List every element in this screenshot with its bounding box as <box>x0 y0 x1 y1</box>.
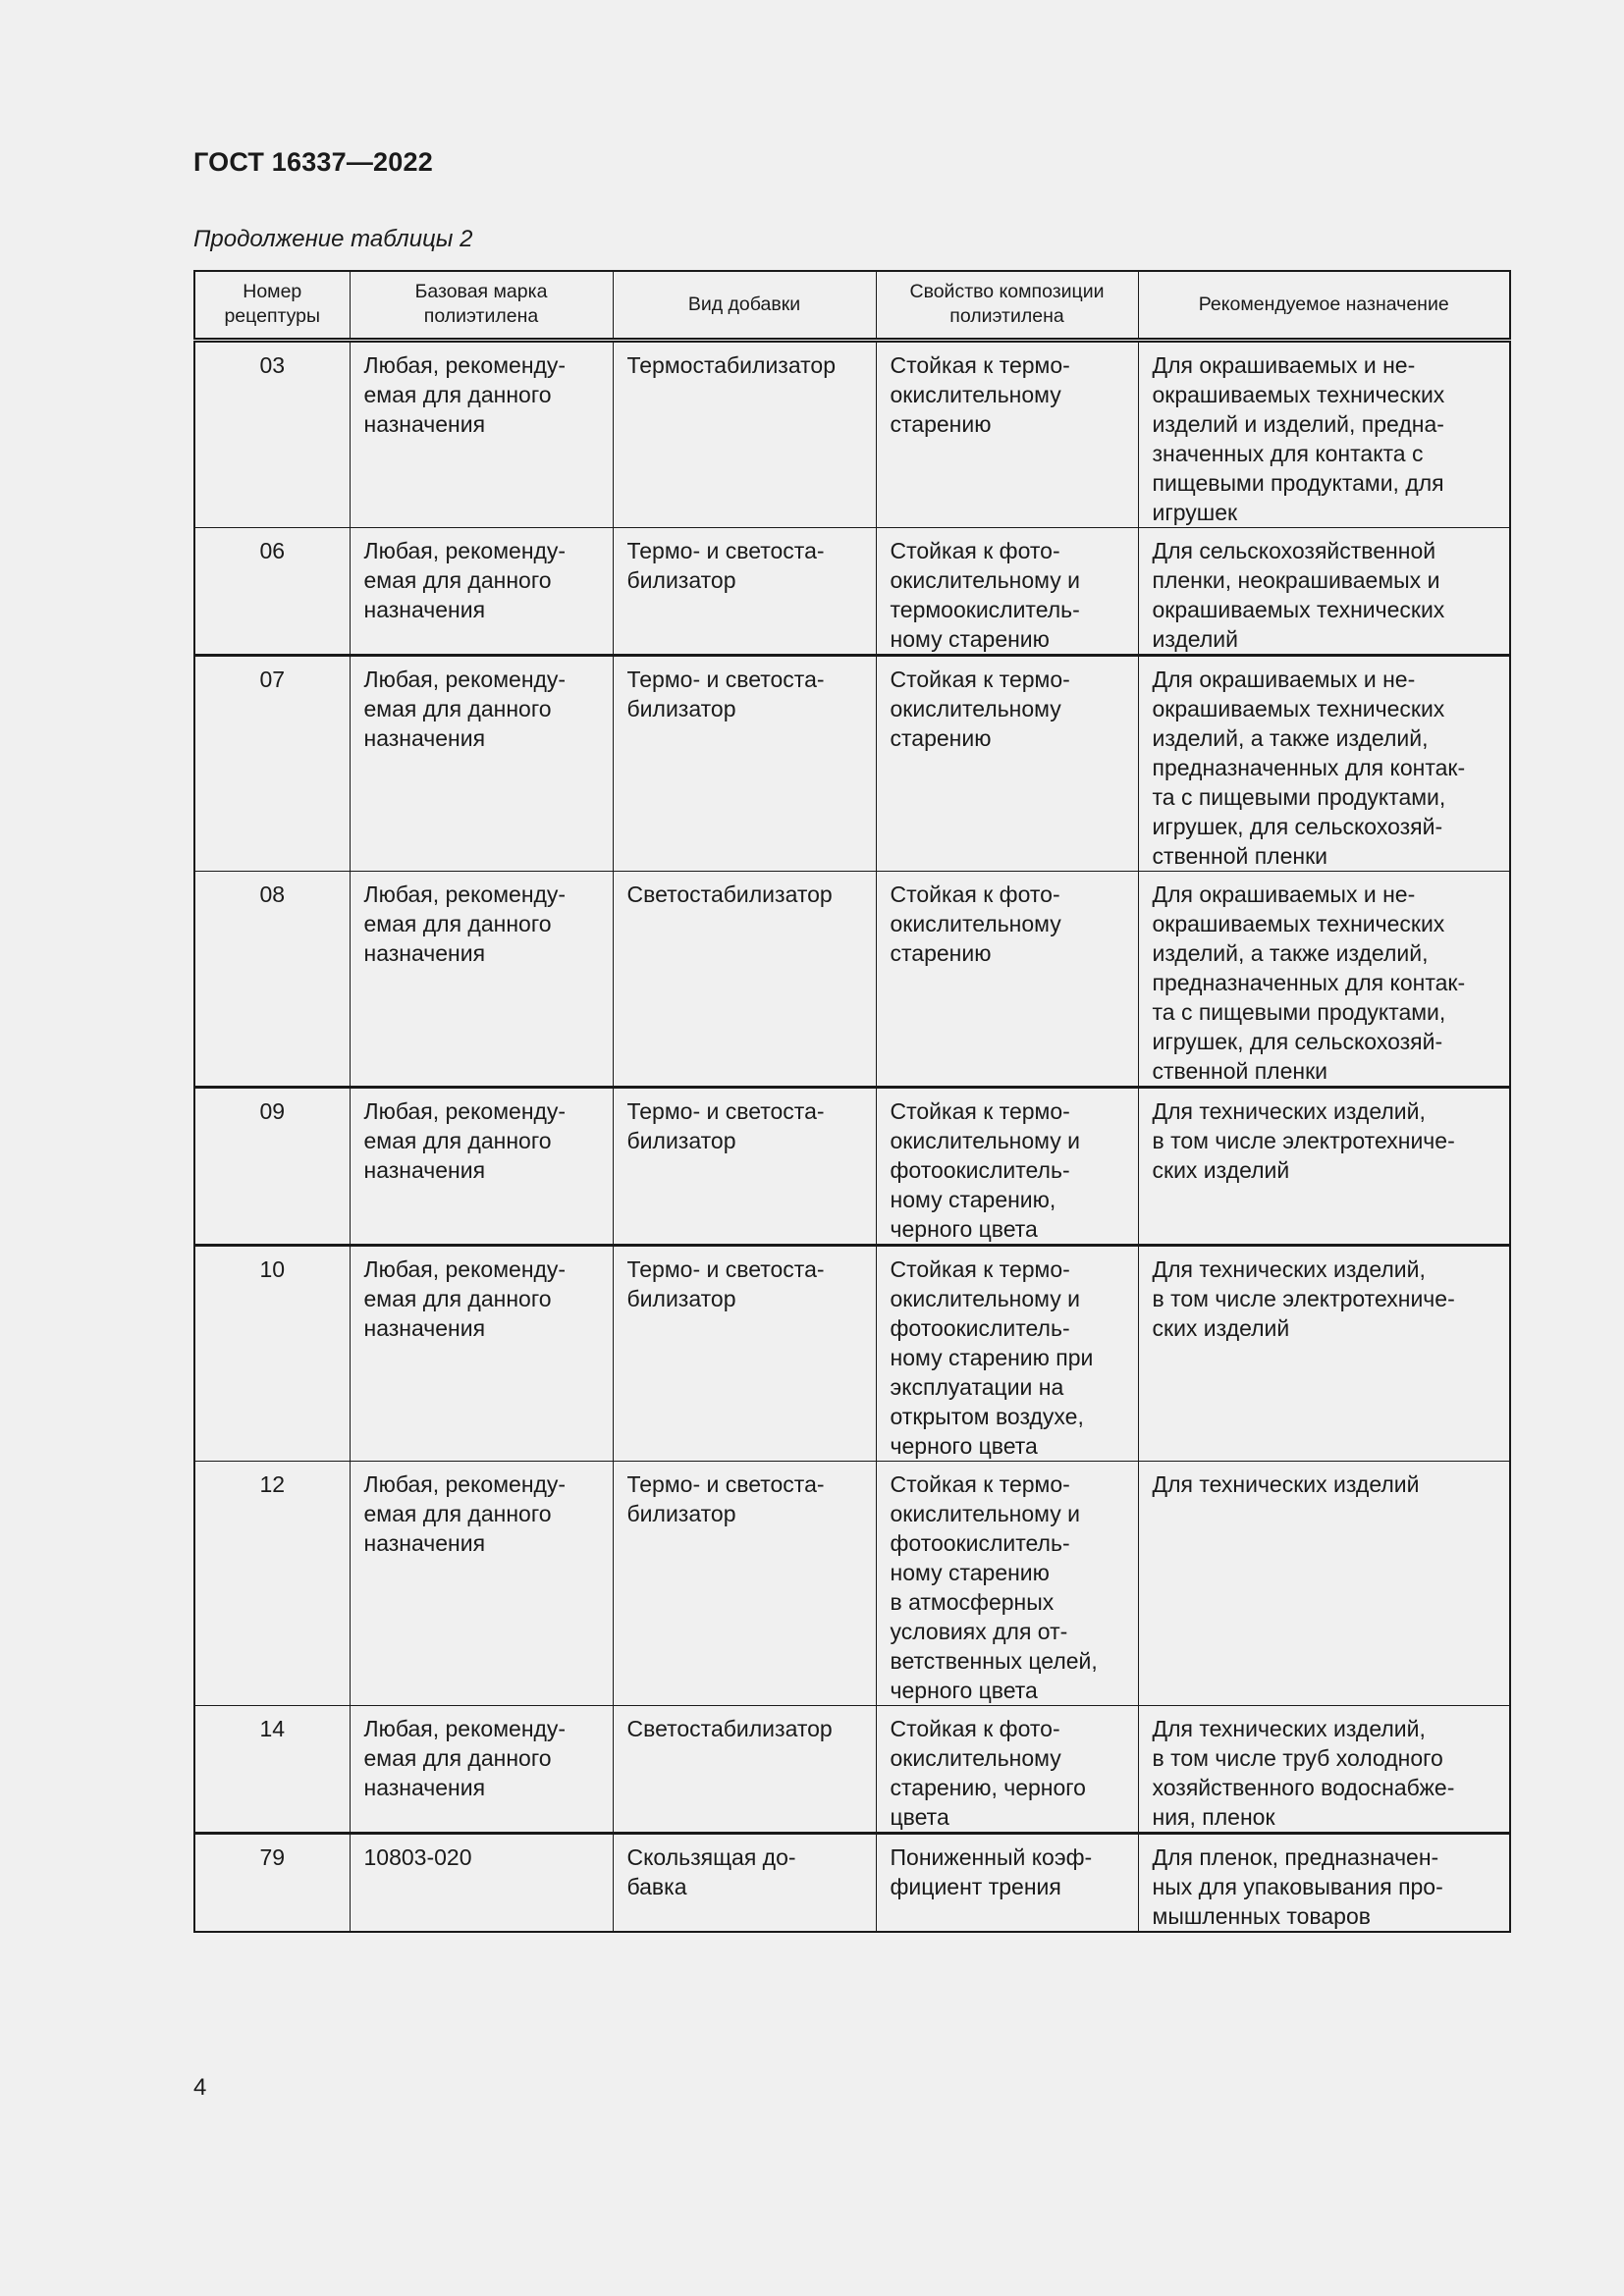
cell-number: 12 <box>194 1461 350 1705</box>
cell-property: Стойкая к фото- окислительному и термоокислитель- ному старению <box>876 527 1138 655</box>
cell-property: Стойкая к термо- окислительному и фотоокислитель- ному старению в атмосферных условиях для от- ветственных целей, черного цвета <box>876 1461 1138 1705</box>
table-row <box>194 1705 1510 1833</box>
table-caption: Продолжение таблицы 2 <box>193 226 473 252</box>
cell-base-grade: 10803-020 <box>350 1833 613 1932</box>
cell-property: Стойкая к фото- окислительному старению <box>876 871 1138 1087</box>
column-header-property: Свойство композиции полиэтилена <box>876 271 1138 340</box>
cell-purpose: Для технических изделий <box>1138 1461 1510 1705</box>
cell-base-grade: Любая, рекоменду- емая для данного назначения <box>350 1087 613 1245</box>
table-body <box>194 340 1510 1932</box>
cell-purpose: Для технических изделий, в том числе электротехниче- ских изделий <box>1138 1245 1510 1461</box>
table-row <box>194 527 1510 655</box>
cell-purpose: Для окрашиваемых и не- окрашиваемых технических изделий и изделий, предна- значенных для контакта с пищевыми продуктами, для игрушек <box>1138 340 1510 527</box>
cell-number: 07 <box>194 655 350 871</box>
column-header-additive: Вид добавки <box>613 271 876 340</box>
cell-property: Стойкая к фото- окислительному старению, черного цвета <box>876 1705 1138 1833</box>
cell-number: 03 <box>194 340 350 527</box>
cell-number: 79 <box>194 1833 350 1932</box>
cell-number: 08 <box>194 871 350 1087</box>
cell-additive: Термостабилизатор <box>613 340 876 527</box>
cell-additive: Скользящая до- бавка <box>613 1833 876 1932</box>
table-row <box>194 1245 1510 1461</box>
cell-base-grade: Любая, рекоменду- емая для данного назначения <box>350 1461 613 1705</box>
cell-additive: Термо- и светоста- билизатор <box>613 1245 876 1461</box>
cell-additive: Термо- и светоста- билизатор <box>613 655 876 871</box>
cell-base-grade: Любая, рекоменду- емая для данного назначения <box>350 1705 613 1833</box>
cell-property: Стойкая к термо- окислительному и фотоокислитель- ному старению, черного цвета <box>876 1087 1138 1245</box>
table-row <box>194 871 1510 1087</box>
cell-number: 06 <box>194 527 350 655</box>
cell-property: Стойкая к термо- окислительному и фотоокислитель- ному старению при эксплуатации на открытом воздухе, черного цвета <box>876 1245 1138 1461</box>
column-header-base-grade: Базовая марка полиэтилена <box>350 271 613 340</box>
cell-additive: Светостабилизатор <box>613 1705 876 1833</box>
cell-property: Стойкая к термо- окислительному старению <box>876 340 1138 527</box>
table-header-row <box>194 271 1510 340</box>
cell-purpose: Для пленок, предназначен- ных для упаковывания про- мышленных товаров <box>1138 1833 1510 1932</box>
cell-property: Пониженный коэф- фициент трения <box>876 1833 1138 1932</box>
cell-number: 14 <box>194 1705 350 1833</box>
column-header-number: Номер рецептуры <box>194 271 350 340</box>
cell-additive: Светостабилизатор <box>613 871 876 1087</box>
cell-number: 09 <box>194 1087 350 1245</box>
cell-purpose: Для окрашиваемых и не- окрашиваемых технических изделий, а также изделий, предназначенных для контак- та с пищевыми продуктами, игрушек, для сельскохозяй- ственной пленки <box>1138 871 1510 1087</box>
table-row <box>194 655 1510 871</box>
table-row <box>194 1461 1510 1705</box>
column-header-purpose: Рекомендуемое назначение <box>1138 271 1510 340</box>
cell-base-grade: Любая, рекоменду- емая для данного назначения <box>350 871 613 1087</box>
table-row <box>194 1833 1510 1932</box>
cell-additive: Термо- и светоста- билизатор <box>613 527 876 655</box>
cell-property: Стойкая к термо- окислительному старению <box>876 655 1138 871</box>
document-header: ГОСТ 16337—2022 <box>193 147 433 177</box>
cell-base-grade: Любая, рекоменду- емая для данного назначения <box>350 340 613 527</box>
cell-purpose: Для технических изделий, в том числе электротехниче- ских изделий <box>1138 1087 1510 1245</box>
cell-purpose: Для окрашиваемых и не- окрашиваемых технических изделий, а также изделий, предназначенных для контак- та с пищевыми продуктами, игрушек, для сельскохозяй- ственной пленки <box>1138 655 1510 871</box>
composition-table <box>193 270 1511 1933</box>
cell-base-grade: Любая, рекоменду- емая для данного назначения <box>350 1245 613 1461</box>
table-row <box>194 340 1510 527</box>
page-number: 4 <box>193 2074 207 2101</box>
cell-purpose: Для технических изделий, в том числе труб холодного хозяйственного водоснабже- ния, пленок <box>1138 1705 1510 1833</box>
table-row <box>194 1087 1510 1245</box>
cell-additive: Термо- и светоста- билизатор <box>613 1087 876 1245</box>
cell-additive: Термо- и светоста- билизатор <box>613 1461 876 1705</box>
cell-number: 10 <box>194 1245 350 1461</box>
cell-base-grade: Любая, рекоменду- емая для данного назначения <box>350 527 613 655</box>
cell-purpose: Для сельскохозяйственной пленки, неокрашиваемых и окрашиваемых технических изделий <box>1138 527 1510 655</box>
cell-base-grade: Любая, рекоменду- емая для данного назначения <box>350 655 613 871</box>
